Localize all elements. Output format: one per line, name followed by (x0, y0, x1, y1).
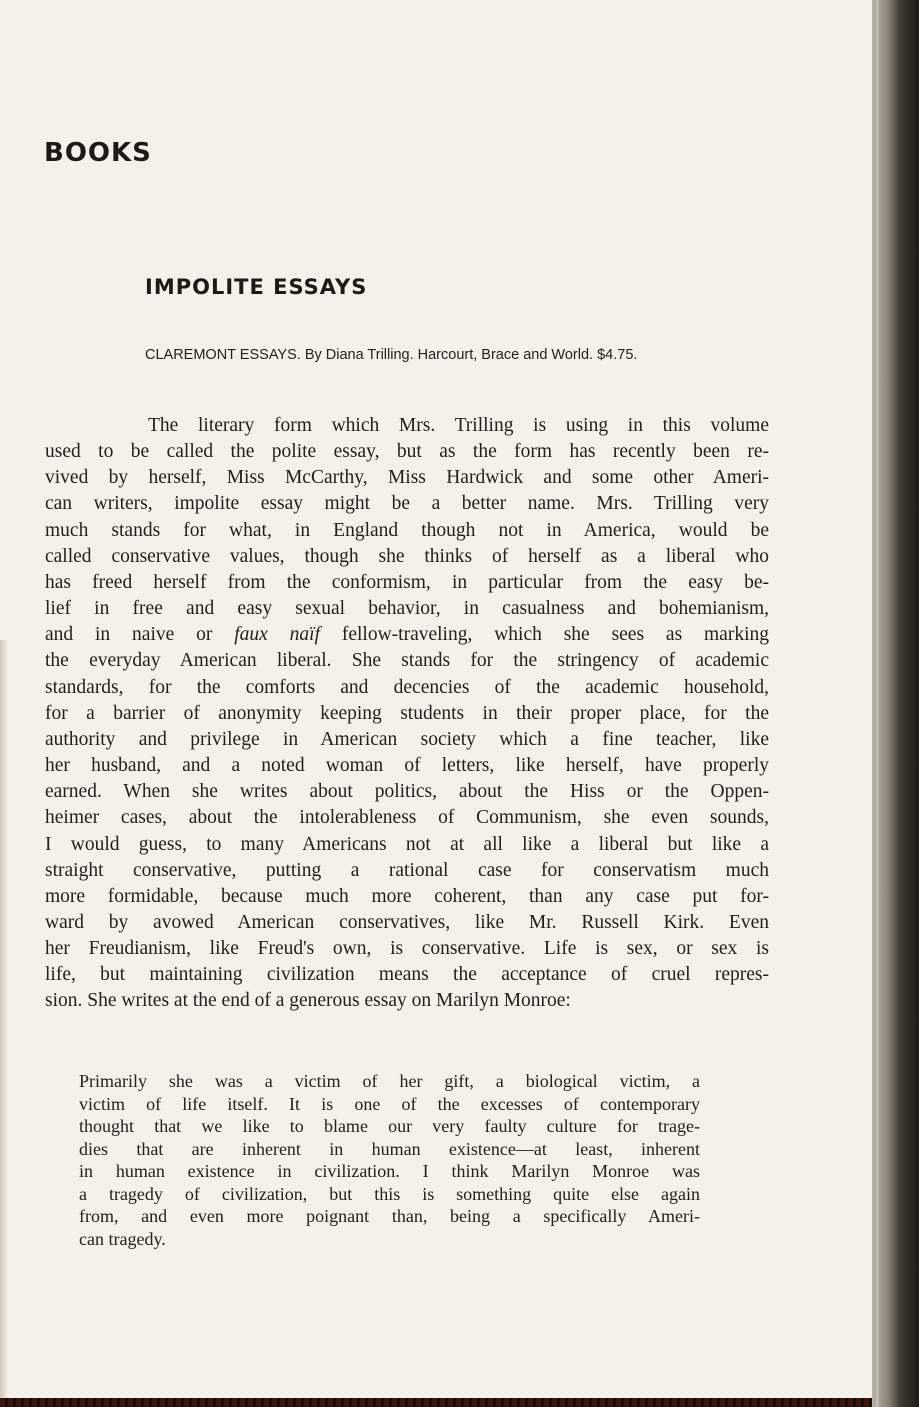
body-line (45, 622, 769, 648)
citation-price: $4.75. (597, 347, 638, 363)
body-line: has freed herself from the conformism, in particular from the easy be- (45, 571, 769, 593)
citation-byline: By Diana Trilling. Harcourt, Brace and World. (304, 347, 594, 363)
body-line: called conservative values, though she thinks of herself as a liberal who (45, 545, 769, 567)
body-line: standards, for the comforts and decencies of the academic household, (45, 676, 769, 698)
page-shadow (0, 640, 8, 1398)
book-citation (145, 345, 745, 365)
body-line: used to be called the polite essay, but as the form has recently been re- (45, 441, 769, 463)
body-line: life, but maintaining civilization means the acceptance of cruel repres- (45, 964, 769, 986)
quote-line: in human existence in civilization. I think Marilyn Monroe was (79, 1161, 700, 1181)
body-line: lief in free and easy sexual behavior, in casualness and bohemianism, (45, 598, 769, 620)
quote-line: thought that we like to blame our very faulty culture for trage- (79, 1116, 700, 1136)
body-line: I would guess, to many Americans not at all like a liberal but like a (45, 833, 769, 855)
body-line: for a barrier of anonymity keeping students in their proper place, for the (45, 702, 769, 724)
body-line: earned. When she writes about politics, about the Hiss or the Oppen- (45, 781, 769, 803)
body-line: her husband, and a noted woman of letters, like herself, have properly (45, 755, 769, 777)
body-line: her Freudianism, like Freud's own, is conservative. Life is sex, or sex is (45, 938, 769, 960)
book-spine-edge (872, 0, 919, 1407)
bottom-edge-strip (0, 1398, 872, 1407)
block-quote (79, 1070, 700, 1250)
body-line: The literary form which Mrs. Trilling is using in this volume (148, 415, 769, 436)
body-line: straight conservative, putting a rational case for conservatism much (45, 859, 769, 881)
body-line-text: and in naive or (45, 624, 235, 646)
body-line: heimer cases, about the intolerableness of Communism, she even sounds, (45, 807, 769, 829)
review-body (45, 413, 769, 1015)
body-line: can writers, impolite essay might be a better name. Mrs. Trilling very (45, 493, 769, 515)
citation-book-title: CLAREMONT ESSAYS. (145, 347, 301, 363)
body-line: the everyday American liberal. She stands for the stringency of academic (45, 650, 769, 672)
body-line: more formidable, because much more coherent, than any case put for- (45, 885, 769, 907)
review-title: IMPOLITE ESSAYS (145, 275, 368, 299)
quote-line: from, and even more poignant than, being a specifically Ameri- (79, 1206, 700, 1226)
body-line-text: fellow-traveling, which she sees as marking (320, 624, 769, 646)
section-label: BOOKS (44, 138, 152, 168)
body-line: vived by herself, Miss McCarthy, Miss Hardwick and some other Ameri- (45, 467, 769, 489)
body-line: sion. She writes at the end of a generous essay on Marilyn Monroe: (45, 990, 571, 1012)
quote-line: a tragedy of civilization, but this is something quite else again (79, 1183, 700, 1204)
quote-line: Primarily she was a victim of her gift, a biological victim, a (79, 1071, 700, 1091)
quote-line: victim of life itself. It is one of the excesses of contemporary (79, 1093, 700, 1114)
body-line: authority and privilege in American society which a fine teacher, like (45, 728, 769, 750)
quote-line: dies that are inherent in human existence—at least, inherent (79, 1138, 700, 1159)
body-line: ward by avowed American conservatives, like Mr. Russell Kirk. Even (45, 911, 769, 933)
italic-phrase: faux naïf (234, 624, 320, 646)
body-line: much stands for what, in England though not in America, would be (45, 519, 769, 541)
quote-line: can tragedy. (79, 1228, 166, 1249)
